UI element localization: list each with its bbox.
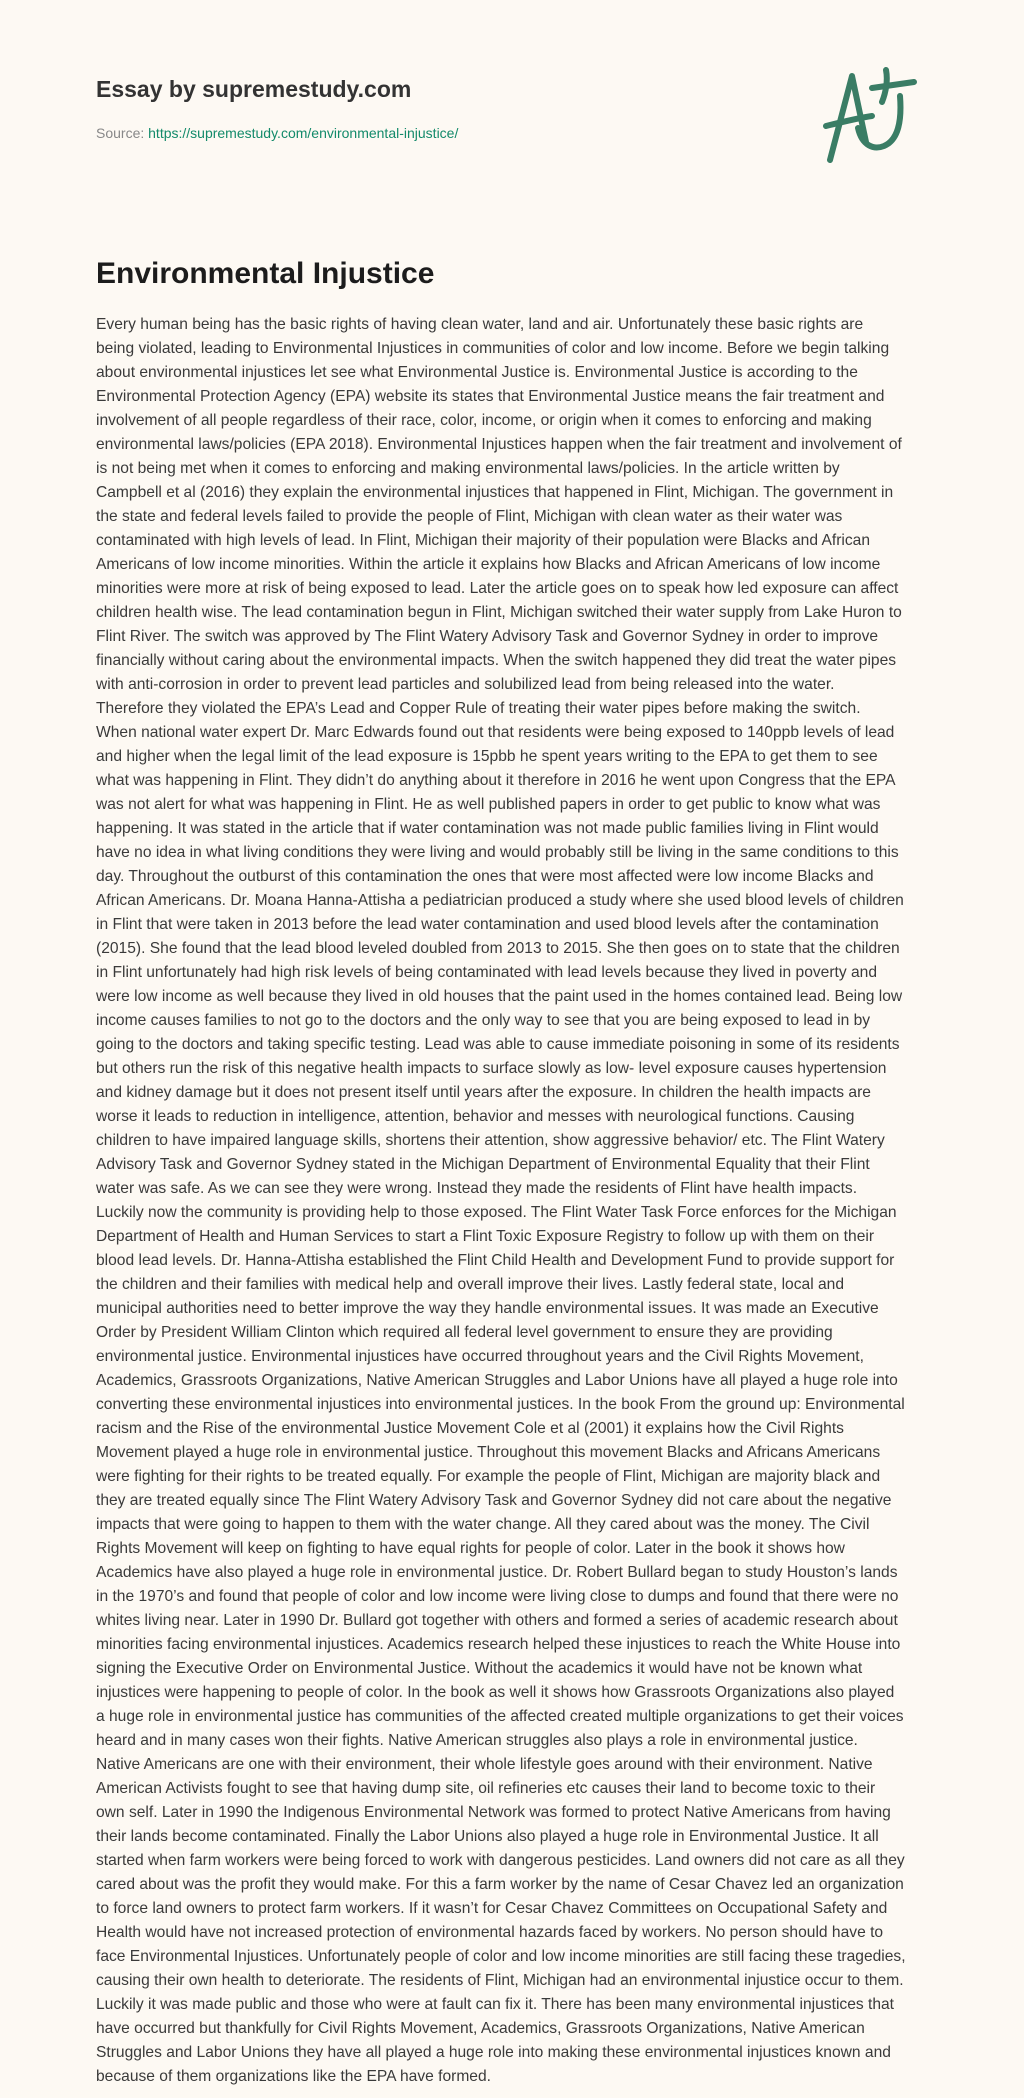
essay-text-line: face Environmental Injustices. Unfortunately people of color and low income minorities are still facing these tragedies, bbox=[96, 1948, 906, 1965]
essay-text-line: because of them organizations like the EPA have formed. bbox=[96, 2068, 491, 2085]
essay-text-line: going to the doctors and taking specific testing. Lead was able to cause immediate poisoning in some of its residents bbox=[96, 1036, 900, 1053]
essay-text-line: Environmental Protection Agency (EPA) website its states that Environmental Justice means the fair treatment and bbox=[96, 388, 885, 405]
essay-text-line: in Flint unfortunately had high risk levels of being contaminated with lead levels because they lived in poverty and bbox=[96, 964, 878, 981]
essay-text-line: Movement played a huge role in environmental justice. Throughout this movement Blacks and Africans Americans bbox=[96, 1444, 881, 1461]
essay-text-line: Rights Movement will keep on fighting to have equal rights for people of color. Later in the book it shows how bbox=[96, 1540, 845, 1557]
essay-text-line: have no idea in what living conditions they were living and would probably still be living in the same conditions to this bbox=[96, 844, 899, 861]
essay-text-line: to force land owners to protect farm workers. If it wasn’t for Cesar Chavez Committees on Occupational Safety and bbox=[96, 1900, 888, 1917]
essay-text-line: (2015). She found that the lead blood leveled doubled from 2013 to 2015. She then goes on to state that the children bbox=[96, 940, 900, 957]
essay-text-line: contaminated with high levels of lead. In Flint, Michigan their majority of their population were Blacks and African bbox=[96, 532, 871, 549]
essay-text-line: happening. It was stated in the article that if water contamination was not made public families living in Flint would bbox=[96, 820, 879, 837]
essay-text-line: minorities were more at risk of being exposed to lead. Later the article goes on to speak how led exposure can affect bbox=[96, 580, 899, 597]
essay-text-line: Flint River. The switch was approved by The Flint Watery Advisory Task and Governor Sydney in order to improve bbox=[96, 628, 879, 645]
essay-text-line: water was safe. As we can see they were wrong. Instead they made the residents of Flint have health impacts. bbox=[96, 1180, 858, 1197]
essay-text-line: environmental justice. Environmental injustices have occurred throughout years and the Civil Rights Movement, bbox=[96, 1348, 864, 1365]
essay-text-line: the state and federal levels failed to provide the people of Flint, Michigan with clean water as their water was bbox=[96, 508, 843, 525]
essay-text-line: is not being met when it comes to enforcing and making environmental laws/policies. In the article written by bbox=[96, 460, 840, 477]
essay-text-line: the children and their families with medical help and overall improve their lives. Lastly federal state, local and bbox=[96, 1276, 845, 1293]
source-link[interactable]: https://supremestudy.com/environmental-injustice/ bbox=[148, 125, 459, 141]
essay-text-line: impacts that were going to happen to them with the water change. All they cared about was the money. The Civil bbox=[96, 1516, 870, 1533]
essay-text-line: Department of Health and Human Services to start a Flint Toxic Exposure Registry to follow up with them on their bbox=[96, 1228, 875, 1245]
source-line bbox=[96, 124, 458, 142]
source-label: Source: bbox=[96, 125, 149, 141]
essay-text-line: Every human being has the basic rights of having clean water, land and air. Unfortunately these basic rights are bbox=[96, 316, 864, 333]
essay-text-line: in Flint that were taken in 2013 before the lead water contamination and used blood levels after the contamination bbox=[96, 916, 879, 933]
essay-text-line: cared about was the profit they would make. For this a farm worker by the name of Cesar Chavez led an organization bbox=[96, 1876, 904, 1893]
essay-text-line: and higher when the legal limit of the lead exposure is 15pbb he spent years writing to the EPA to get them to see bbox=[96, 748, 878, 765]
essay-text-line: but others run the risk of this negative health impacts to surface slowly as low- level exposure causes hypertension bbox=[96, 1060, 887, 1077]
essay-text-line: Struggles and Labor Unions they have all played a huge role into making these environmental injustices known and bbox=[96, 2044, 891, 2061]
essay-text-line: income causes families to not go to the doctors and the only way to see that you are being exposed to lead in by bbox=[96, 1012, 871, 1029]
essay-text-line: American Activists fought to see that having dump site, oil refineries etc causes their land to become toxic to their bbox=[96, 1780, 876, 1797]
essay-text-line: causing their own health to deteriorate. The residents of Flint, Michigan had an environmental injustice occur to them. bbox=[96, 1972, 904, 1989]
essay-text-line: Native Americans are one with their environment, their whole lifestyle goes around with their environment. Native bbox=[96, 1756, 873, 1773]
essay-text-line: financially without caring about the environmental impacts. When the switch happened they did treat the water pipes bbox=[96, 652, 897, 669]
essay-text-line: Therefore they violated the EPA’s Lead and Copper Rule of treating their water pipes before making the switch. bbox=[96, 700, 861, 717]
site-title: Essay by supremestudy.com bbox=[96, 76, 412, 102]
essay-text-line: Americans of low income minorities. Within the article it explains how Blacks and African Americans of low income bbox=[96, 556, 881, 573]
essay-text-line: have occurred but thankfully for Civil Rights Movement, Academics, Grassroots Organizations, Native American bbox=[96, 2020, 865, 2037]
essay-text-line: environmental laws/policies (EPA 2018). Environmental Injustices happen when the fair treatment and involvement of bbox=[96, 436, 902, 453]
essay-text-line: injustices were happening to people of color. In the book as well it shows how Grassroots Organizations also played bbox=[96, 1684, 895, 1701]
a-plus-logo-icon bbox=[822, 66, 928, 166]
essay-text-line: African Americans. Dr. Moana Hanna-Attisha a pediatrician produced a study where she used blood levels of children bbox=[96, 892, 904, 909]
essay-text-line: involvement of all people regardless of their race, color, income, or origin when it comes to enforcing and making bbox=[96, 412, 872, 429]
essay-text-line: Advisory Task and Governor Sydney stated in the Michigan Department of Environmental Equality that their Flint bbox=[96, 1156, 870, 1173]
essay-text-line: day. Throughout the outburst of this contamination the ones that were most affected were low income Blacks and bbox=[96, 868, 874, 885]
essay-title: Environmental Injustice bbox=[96, 257, 435, 290]
essay-text-line: Order by President William Clinton which required all federal level government to ensure they are providing bbox=[96, 1324, 833, 1341]
essay-text-line: children to have impaired language skills, shortens their attention, show aggressive behavior/ etc. The Flint Watery bbox=[96, 1132, 885, 1149]
essay-text-line: in the 1970’s and found that people of color and low income were living close to dumps and found that there were no bbox=[96, 1588, 899, 1605]
essay-text-line: whites living near. Later in 1990 Dr. Bullard got together with others and formed a series of academic research about bbox=[96, 1612, 898, 1629]
essay-text-line: municipal authorities need to better improve the way they handle environmental issues. It was made an Executive bbox=[96, 1300, 879, 1317]
essay-text-line: Academics, Grassroots Organizations, Native American Struggles and Labor Unions have all played a huge role into bbox=[96, 1372, 898, 1389]
essay-text-line: signing the Executive Order on Environmental Justice. Without the academics it would have not be known what bbox=[96, 1660, 863, 1677]
essay-text-line: When national water expert Dr. Marc Edwards found out that residents were being exposed to 140ppb levels of lead bbox=[96, 724, 895, 741]
essay-text-line: Campbell et al (2016) they explain the environmental injustices that happened in Flint, Michigan. The government in bbox=[96, 484, 894, 501]
essay-text-line: minorities facing environmental injustices. Academics research helped these injustices to reach the White House into bbox=[96, 1636, 901, 1653]
essay-text-line: what was happening in Flint. They didn’t do anything about it therefore in 2016 he went upon Congress that the EPA bbox=[96, 772, 896, 789]
essay-text-line: Luckily now the community is providing help to those exposed. The Flint Water Task Force enforces for the Michigan bbox=[96, 1204, 897, 1221]
essay-text-line: being violated, leading to Environmental Injustices in communities of color and low income. Before we begin talking bbox=[96, 340, 890, 357]
essay-text-line: about environmental injustices let see what Environmental Justice is. Environmental Justice is according to the bbox=[96, 364, 858, 381]
essay-text-line: was not alert for what was happening in Flint. He as well published papers in order to get public to know what was bbox=[96, 796, 881, 813]
essay-text-line: started when farm workers were being forced to work with dangerous pesticides. Land owners did not care as all they bbox=[96, 1852, 905, 1869]
essay-text-line: were low income as well because they lived in old houses that the paint used in the homes contained lead. Being low bbox=[96, 988, 903, 1005]
essay-text-line: Academics have also played a huge role in environmental justice. Dr. Robert Bullard began to study Houston’s lands bbox=[96, 1564, 898, 1581]
essay-text-line: Luckily it was made public and those who were at fault can fix it. There has been many environmental injustices that bbox=[96, 1996, 895, 2013]
essay-text-line: with anti-corrosion in order to prevent lead particles and solubilized lead from being released into the water. bbox=[96, 676, 835, 693]
essay-text-line: heard and in many cases won their fights. Native American struggles also plays a role in environmental justice. bbox=[96, 1732, 858, 1749]
essay-text-line: converting these environmental injustices into environmental justices. In the book From the ground up: Environmental bbox=[96, 1396, 905, 1413]
essay-text-line: were fighting for their rights to be treated equally. For example the people of Flint, Michigan are majority black and bbox=[96, 1468, 881, 1485]
essay-text-line: own self. Later in 1990 the Indigenous Environmental Network was formed to protect Native Americans from having bbox=[96, 1804, 891, 1821]
essay-text-line: children health wise. The lead contamination begun in Flint, Michigan switched their water supply from Lake Huron to bbox=[96, 604, 902, 621]
essay-text-line: their lands become contaminated. Finally the Labor Unions also played a huge role in Environmental Justice. It all bbox=[96, 1828, 879, 1845]
essay-text-line: blood lead levels. Dr. Hanna-Attisha established the Flint Child Health and Development Fund to provide support for bbox=[96, 1252, 895, 1269]
essay-body bbox=[96, 313, 956, 2089]
essay-text-line: Health would have not increased protection of environmental hazards faced by workers. No person should have to bbox=[96, 1924, 884, 1941]
essay-text-line: a huge role in environmental justice has communities of the affected created multiple organizations to get their voices bbox=[96, 1708, 904, 1725]
essay-text-line: and kidney damage but it does not present itself until years after the exposure. In children the health impacts are bbox=[96, 1084, 871, 1101]
essay-text-line: racism and the Rise of the environmental Justice Movement Cole et al (2001) it explains how the Civil Rights bbox=[96, 1420, 844, 1437]
essay-text-line: they are treated equally since The Flint Watery Advisory Task and Governor Sydney did not care about the negative bbox=[96, 1492, 892, 1509]
essay-text-line: worse it leads to reduction in intelligence, attention, behavior and messes with neurological functions. Causing bbox=[96, 1108, 855, 1125]
